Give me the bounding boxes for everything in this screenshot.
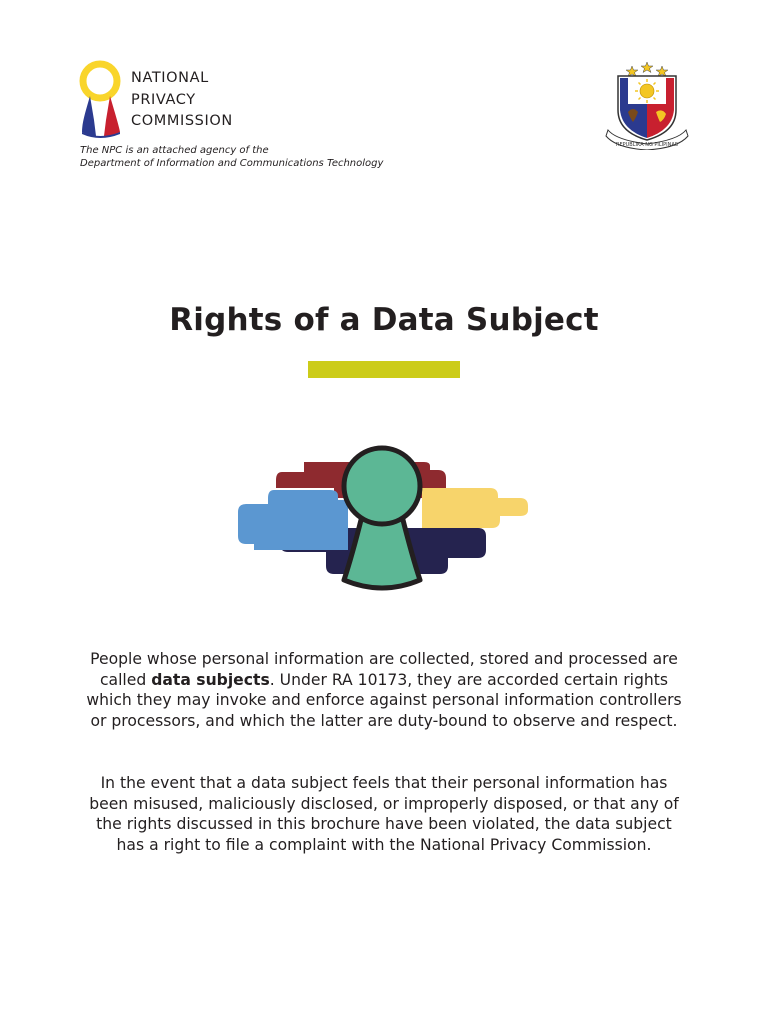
tagline-line-1: The NPC is an attached agency of the [80, 145, 269, 156]
data-subject-keyhole-person-icon [234, 440, 534, 598]
org-name-line-2: PRIVACY [131, 91, 196, 108]
intro-paragraph [84, 649, 684, 732]
intro-text-before: People whose personal information are collected, stored and processed are called [90, 650, 678, 689]
keyhole-logo-icon [78, 60, 124, 138]
org-name [131, 68, 233, 133]
org-name-line-1: NATIONAL [131, 70, 209, 86]
page-title: Rights of a Data Subject [169, 302, 599, 338]
title-accent-bar [308, 361, 460, 378]
tagline [80, 145, 383, 170]
tagline-line-2: Department of Information and Communications Technology [80, 157, 384, 169]
intro-text-after: . Under RA 10173, they are accorded certain rights which they may invoke and enforce against personal information controllers or processors, and which the latter are duty-bound to observe and respect. [86, 670, 682, 731]
complaint-paragraph: In the event that a data subject feels that their personal information has been misused, maliciously disclosed, or improperly disposed, or that any of the rights discussed in this brochure have been violated, the data subject has a right to file a complaint with the National Privacy Commission. [89, 774, 679, 855]
philippine-seal-icon [604, 60, 690, 150]
data-subjects-emphasis: data subjects [151, 670, 270, 689]
org-name-line-3: COMMISSION [131, 113, 233, 129]
seal-scroll-text: REPUBLIKA NG PILIPINAS [616, 142, 678, 148]
